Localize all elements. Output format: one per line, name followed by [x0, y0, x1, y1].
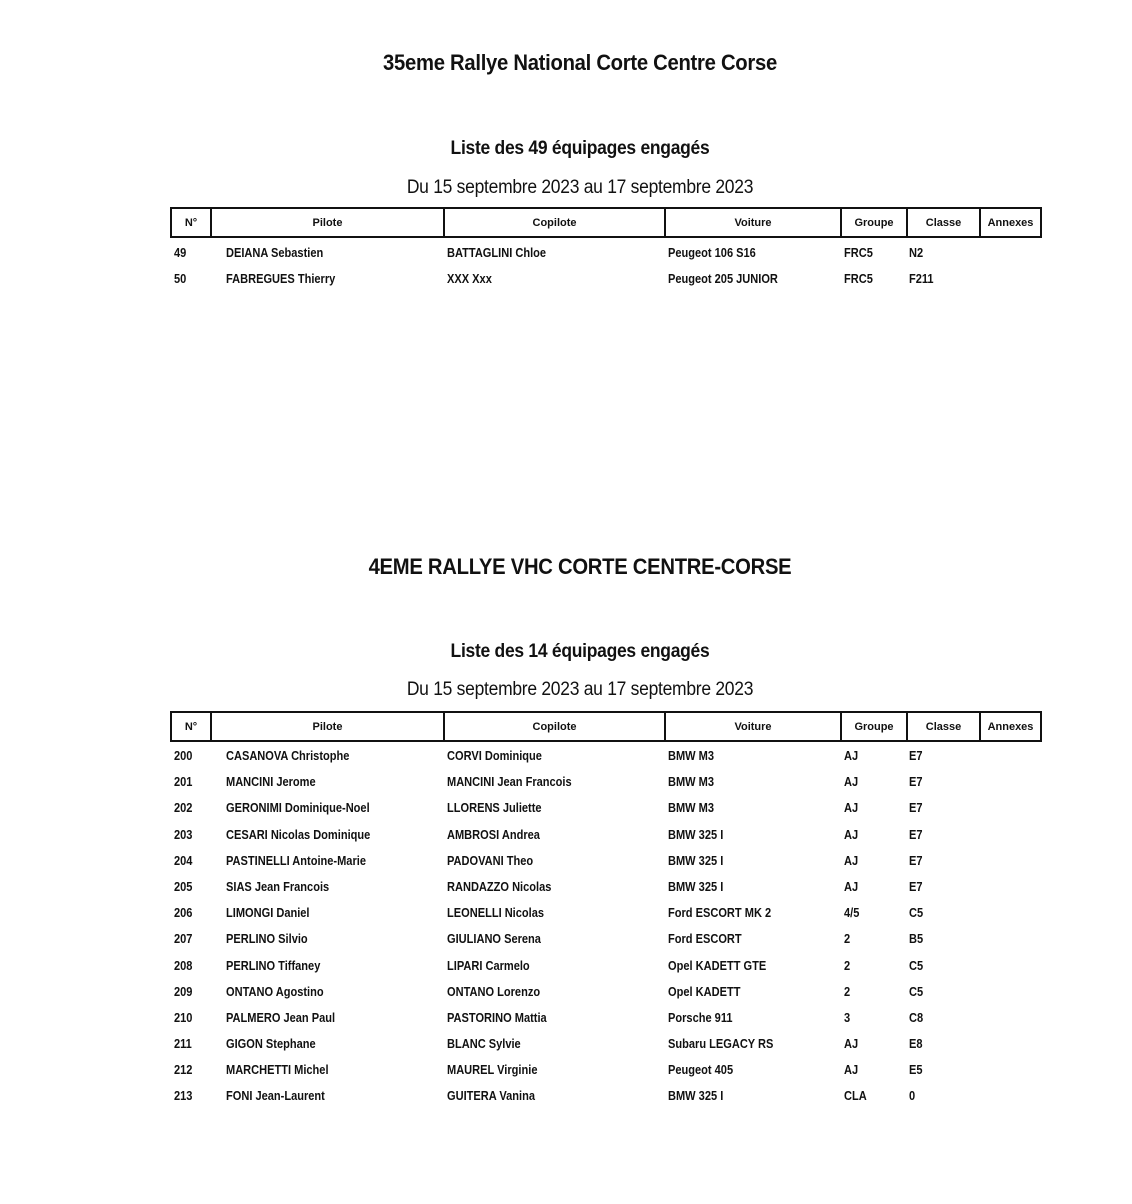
col-annexes-header: Annexes [987, 720, 1034, 733]
cell-no: 207 [174, 931, 193, 947]
col-classe-header: Classe [908, 209, 981, 236]
cell-classe: E5 [909, 1062, 923, 1078]
col-pilote-header: Pilote [212, 209, 445, 236]
col-copilote-header: Copilote [445, 209, 666, 236]
cell-pilote: LIMONGI Daniel [226, 905, 310, 921]
table-row [170, 267, 1042, 293]
cell-classe: E7 [909, 878, 923, 894]
table1-body [170, 241, 1042, 293]
cell-groupe: AJ [844, 878, 859, 894]
cell-groupe: 3 [844, 1009, 851, 1025]
table-row [170, 1032, 1042, 1058]
cell-copilote: MANCINI Jean Francois [447, 774, 572, 790]
table-row [170, 1058, 1042, 1084]
table-row [170, 849, 1042, 875]
cell-groupe: AJ [844, 1036, 859, 1052]
cell-groupe: CLA [844, 1088, 867, 1104]
cell-pilote: GIGON Stephane [226, 1036, 316, 1052]
cell-classe: N2 [909, 245, 924, 260]
cell-pilote: DEIANA Sebastien [226, 245, 324, 260]
col-classe-header: Classe [908, 713, 981, 740]
cell-voiture: Subaru LEGACY RS [668, 1036, 774, 1052]
cell-copilote: LLORENS Juliette [447, 800, 542, 816]
cell-no: 49 [174, 245, 187, 260]
cell-pilote: PERLINO Silvio [226, 931, 308, 947]
cell-voiture: BMW M3 [668, 774, 715, 790]
col-annexes-header: Annexes [987, 216, 1034, 229]
cell-copilote: AMBROSI Andrea [447, 826, 540, 842]
table-row [170, 901, 1042, 927]
col-groupe-header: Groupe [842, 209, 908, 236]
cell-groupe: AJ [844, 800, 859, 816]
cell-copilote: MAUREL Virginie [447, 1062, 538, 1078]
col-pilote-header: Pilote [212, 713, 445, 740]
cell-no: 210 [174, 1009, 193, 1025]
cell-copilote: PADOVANI Theo [447, 852, 534, 868]
section2-subtitle: Liste des 14 équipages engagés [450, 641, 710, 662]
cell-voiture: Peugeot 405 [668, 1062, 734, 1078]
cell-voiture: Porsche 911 [668, 1009, 733, 1025]
cell-copilote: GUITERA Vanina [447, 1088, 536, 1104]
cell-no: 209 [174, 983, 193, 999]
section1-subtitle: Liste des 49 équipages engagés [450, 138, 710, 159]
cell-classe: B5 [909, 931, 924, 947]
cell-no: 208 [174, 957, 193, 973]
cell-pilote: GERONIMI Dominique-Noel [226, 800, 370, 816]
table-row [170, 980, 1042, 1006]
section1-dates: Du 15 septembre 2023 au 17 septembre 2023 [406, 177, 754, 198]
cell-classe: E7 [909, 774, 923, 790]
cell-no: 204 [174, 852, 193, 868]
cell-classe: C5 [909, 957, 924, 973]
cell-pilote: CASANOVA Christophe [226, 748, 350, 763]
cell-voiture: BMW 325 I [668, 878, 724, 894]
cell-pilote: PERLINO Tiffaney [226, 957, 321, 973]
table-row [170, 770, 1042, 796]
cell-pilote: FONI Jean-Laurent [226, 1088, 325, 1104]
cell-groupe: AJ [844, 774, 859, 790]
cell-no: 205 [174, 878, 193, 894]
cell-groupe: AJ [844, 852, 859, 868]
cell-classe: E7 [909, 748, 923, 763]
cell-copilote: RANDAZZO Nicolas [447, 878, 552, 894]
cell-pilote: MARCHETTI Michel [226, 1062, 329, 1078]
cell-no: 202 [174, 800, 193, 816]
cell-voiture: Ford ESCORT [668, 931, 742, 947]
cell-voiture: BMW M3 [668, 800, 715, 816]
cell-voiture: Peugeot 205 JUNIOR [668, 271, 778, 287]
cell-copilote: BLANC Sylvie [447, 1036, 521, 1052]
cell-copilote: PASTORINO Mattia [447, 1009, 547, 1025]
cell-no: 200 [174, 748, 193, 763]
cell-classe: C8 [909, 1009, 924, 1025]
col-voiture-header: Voiture [666, 209, 842, 236]
cell-classe: E8 [909, 1036, 923, 1052]
cell-groupe: 2 [844, 983, 851, 999]
col-no-header: N° [172, 209, 212, 236]
cell-pilote: ONTANO Agostino [226, 983, 324, 999]
cell-groupe: AJ [844, 826, 859, 842]
col-voiture-header: Voiture [666, 713, 842, 740]
cell-pilote: PALMERO Jean Paul [226, 1009, 336, 1025]
section1-title: 35eme Rallye National Corte Centre Corse [383, 50, 777, 75]
cell-voiture: BMW M3 [668, 748, 715, 763]
cell-no: 201 [174, 774, 193, 790]
cell-voiture: Ford ESCORT MK 2 [668, 905, 772, 921]
table2-header [170, 711, 1042, 742]
cell-voiture: Peugeot 106 S16 [668, 245, 756, 260]
table-row [170, 744, 1042, 770]
col-no-header: N° [172, 713, 212, 740]
table-row [170, 823, 1042, 849]
table1-header [170, 207, 1042, 238]
cell-voiture: BMW 325 I [668, 1088, 724, 1104]
cell-groupe: AJ [844, 1062, 859, 1078]
cell-copilote: CORVI Dominique [447, 748, 542, 763]
cell-classe: C5 [909, 983, 924, 999]
cell-classe: E7 [909, 852, 923, 868]
cell-copilote: LEONELLI Nicolas [447, 905, 545, 921]
table-row [170, 954, 1042, 980]
cell-copilote: ONTANO Lorenzo [447, 983, 541, 999]
cell-classe: E7 [909, 826, 923, 842]
col-copilote-header: Copilote [445, 713, 666, 740]
table-row [170, 241, 1042, 267]
col-groupe-header: Groupe [842, 713, 908, 740]
cell-no: 213 [174, 1088, 193, 1104]
cell-groupe: 2 [844, 957, 851, 973]
cell-classe: C5 [909, 905, 924, 921]
cell-no: 211 [174, 1036, 192, 1052]
cell-groupe: AJ [844, 748, 859, 763]
cell-classe: F211 [909, 271, 934, 287]
cell-voiture: BMW 325 I [668, 852, 724, 868]
cell-no: 206 [174, 905, 193, 921]
cell-classe: E7 [909, 800, 923, 816]
cell-groupe: FRC5 [844, 245, 873, 260]
cell-pilote: CESARI Nicolas Dominique [226, 826, 371, 842]
cell-no: 212 [174, 1062, 193, 1078]
cell-copilote: XXX Xxx [447, 271, 492, 287]
cell-voiture: Opel KADETT GTE [668, 957, 767, 973]
cell-pilote: PASTINELLI Antoine-Marie [226, 852, 366, 868]
table-row [170, 796, 1042, 822]
cell-voiture: BMW 325 I [668, 826, 724, 842]
cell-copilote: GIULIANO Serena [447, 931, 541, 947]
cell-copilote: LIPARI Carmelo [447, 957, 530, 973]
cell-copilote: BATTAGLINI Chloe [447, 245, 547, 260]
table2-body [170, 744, 1042, 1111]
cell-voiture: Opel KADETT [668, 983, 741, 999]
cell-no: 50 [174, 271, 187, 287]
table-row [170, 1006, 1042, 1032]
cell-groupe: 4/5 [844, 905, 860, 921]
table-row [170, 927, 1042, 953]
cell-pilote: SIAS Jean Francois [226, 878, 330, 894]
cell-classe: 0 [909, 1088, 916, 1104]
cell-pilote: MANCINI Jerome [226, 774, 316, 790]
cell-pilote: FABREGUES Thierry [226, 271, 336, 287]
table-row [170, 875, 1042, 901]
cell-no: 203 [174, 826, 193, 842]
section2-title: 4EME RALLYE VHC CORTE CENTRE-CORSE [368, 554, 792, 579]
cell-groupe: FRC5 [844, 271, 873, 287]
cell-groupe: 2 [844, 931, 851, 947]
table-row [170, 1084, 1042, 1110]
section2-dates: Du 15 septembre 2023 au 17 septembre 2023 [406, 679, 754, 700]
